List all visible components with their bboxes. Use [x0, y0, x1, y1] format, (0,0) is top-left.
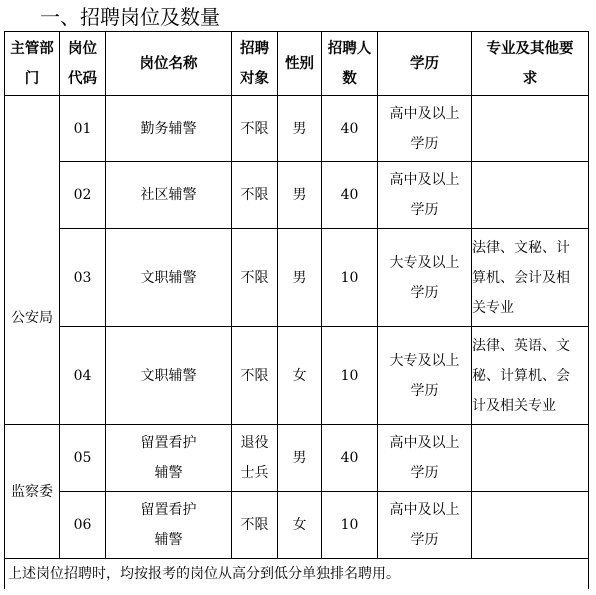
name-line: 辅警 [154, 465, 183, 481]
cell-code: 02 [60, 162, 106, 229]
cell-gender: 男 [278, 96, 322, 162]
header-dept-line: 门 [24, 69, 40, 87]
cell-education [378, 229, 472, 327]
education-line: 学历 [410, 382, 439, 399]
table-row [5, 229, 589, 327]
section-title: 一、招聘岗位及数量 [40, 5, 220, 29]
cell-name: 文职辅警 [106, 229, 232, 327]
education-line: 高中及以上 [389, 435, 460, 451]
header-target-line: 招聘 [240, 39, 269, 57]
requirements-line: 关专业 [472, 299, 514, 316]
header-count-line: 数 [342, 69, 357, 87]
cell-count: 10 [322, 229, 378, 327]
cell-gender: 男 [278, 162, 322, 229]
name-line: 留置看护 [140, 502, 197, 518]
education-line: 学历 [410, 465, 439, 481]
cell-requirements [472, 229, 589, 327]
education-line: 大专及以上 [389, 352, 460, 369]
cell-gender: 女 [278, 327, 322, 425]
cell-education [378, 425, 472, 492]
table-header-row [5, 32, 589, 96]
cell-gender: 女 [278, 492, 322, 559]
recruitment-table [4, 31, 589, 589]
cell-count: 10 [322, 492, 378, 559]
header-code-line: 岗位 [68, 39, 97, 57]
table-row [5, 162, 589, 229]
cell-count: 40 [322, 96, 378, 162]
education-line: 学历 [410, 532, 439, 548]
requirements-line: 计及相关专业 [472, 397, 556, 414]
cell-name [106, 492, 232, 559]
header-dept [5, 32, 60, 96]
header-code [60, 32, 106, 96]
cell-education [378, 492, 472, 559]
cell-code: 04 [60, 327, 106, 425]
education-line: 高中及以上 [389, 502, 460, 518]
name-line: 辅警 [154, 532, 183, 548]
cell-requirements [472, 96, 589, 162]
cell-name: 文职辅警 [106, 327, 232, 425]
cell-gender: 男 [278, 229, 322, 327]
requirements-line: 法律、文秘、计 [472, 239, 570, 256]
cell-gender: 男 [278, 425, 322, 492]
education-line: 学历 [410, 135, 439, 152]
dept-police: 公安局 [5, 96, 60, 425]
education-line: 学历 [410, 284, 439, 301]
cell-code: 05 [60, 425, 106, 492]
header-gender: 性别 [278, 32, 322, 96]
target-line: 士兵 [240, 465, 269, 481]
cell-name: 勤务辅警 [106, 96, 232, 162]
dept-supervision: 监察委 [5, 425, 60, 559]
name-line: 留置看护 [140, 435, 197, 451]
requirements-line: 秘、计算机、会 [472, 367, 570, 384]
cell-target: 不限 [232, 229, 278, 327]
cell-name: 社区辅警 [106, 162, 232, 229]
table-row [5, 425, 589, 492]
education-line: 高中及以上 [389, 172, 460, 188]
education-line: 学历 [410, 202, 439, 218]
table-row [5, 492, 589, 559]
requirements-line: 法律、英语、文 [472, 337, 570, 354]
header-target-line: 对象 [240, 69, 269, 87]
cell-target: 不限 [232, 327, 278, 425]
header-requirements-line: 专业及其他要 [486, 39, 574, 57]
table-row [5, 96, 589, 162]
header-target [232, 32, 278, 96]
education-line: 高中及以上 [389, 105, 460, 122]
cell-requirements [472, 327, 589, 425]
header-count-line: 招聘人 [327, 39, 372, 57]
cell-name [106, 425, 232, 492]
table-footnote-row [5, 559, 589, 590]
requirements-line: 算机、会计及相 [472, 269, 570, 286]
cell-count: 10 [322, 327, 378, 425]
header-requirements-line: 求 [522, 69, 538, 87]
cell-education [378, 96, 472, 162]
education-line: 大专及以上 [389, 254, 460, 271]
cell-code: 06 [60, 492, 106, 559]
header-code-line: 代码 [68, 69, 97, 87]
header-education: 学历 [378, 32, 472, 96]
cell-target: 不限 [232, 492, 278, 559]
table-row [5, 327, 589, 425]
cell-target [232, 425, 278, 492]
cell-code: 03 [60, 229, 106, 327]
cell-requirements [472, 492, 589, 559]
target-line: 退役 [240, 435, 269, 451]
cell-education [378, 162, 472, 229]
cell-requirements [472, 425, 589, 492]
cell-count: 40 [322, 425, 378, 492]
header-name: 岗位名称 [106, 32, 232, 96]
cell-target: 不限 [232, 162, 278, 229]
header-dept-line: 主管部 [10, 39, 54, 57]
cell-education [378, 327, 472, 425]
header-count [322, 32, 378, 96]
cell-code: 01 [60, 96, 106, 162]
header-requirements [472, 32, 589, 96]
cell-target: 不限 [232, 96, 278, 162]
cell-count: 40 [322, 162, 378, 229]
footnote: 上述岗位招聘时，均按报考的岗位从高分到低分单独排名聘用。 [5, 559, 589, 590]
cell-requirements [472, 162, 589, 229]
